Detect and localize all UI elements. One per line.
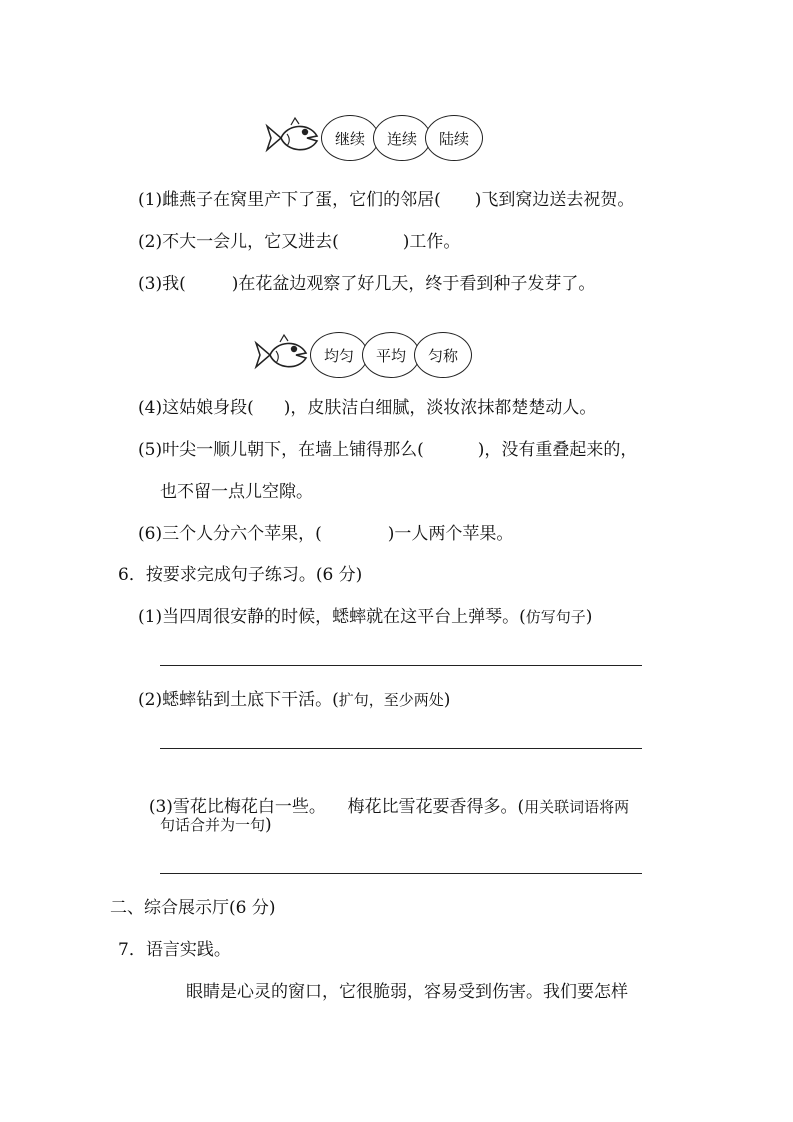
word-option: 匀称 xyxy=(414,332,472,378)
word-option: 平均 xyxy=(362,332,420,378)
question-line: (2)不大一会儿，它又进去( )工作。 xyxy=(138,232,461,252)
section-title: 二、综合展示厅(6 分) xyxy=(110,898,276,918)
word-bank-1 xyxy=(263,115,483,161)
word-option: 继续 xyxy=(321,115,379,161)
answer-line[interactable] xyxy=(160,873,642,874)
fish-icon xyxy=(263,116,321,160)
answer-line[interactable] xyxy=(160,748,642,749)
word-bank-2 xyxy=(252,332,472,378)
question-line: (4)这姑娘身段( )，皮肤洁白细腻，淡妆浓抹都楚楚动人。 xyxy=(138,398,597,418)
question-line-continuation: 也不留一点儿空隙。 xyxy=(160,482,313,502)
fish-icon xyxy=(252,333,310,377)
question-line: (1)雌燕子在窝里产下了蛋，它们的邻居( )飞到窝边送去祝贺。 xyxy=(138,190,635,210)
question-title: 7．语言实践。 xyxy=(118,940,231,960)
question-title: 6．按要求完成句子练习。(6 分) xyxy=(118,565,363,585)
word-option: 连续 xyxy=(373,115,431,161)
answer-line[interactable] xyxy=(160,665,642,666)
paragraph-text: 眼睛是心灵的窗口，它很脆弱，容易受到伤害。我们要怎样 xyxy=(186,982,628,1002)
word-option: 陆续 xyxy=(425,115,483,161)
question-line: (3)我( )在花盆边观察了好几天，终于看到种子发芽了。 xyxy=(138,274,596,294)
question-line-continuation: 句话合并为一句) xyxy=(160,815,272,835)
question-line: (2)蟋蟀钻到土底下干活。(扩句，至少两处) xyxy=(138,690,451,710)
question-line: (1)当四周很安静的时候，蟋蟀就在这平台上弹琴。(仿写句子) xyxy=(138,607,593,627)
question-line: (5)叶尖一顺儿朝下，在墙上铺得那么( )，没有重叠起来的， xyxy=(138,440,638,460)
word-option: 均匀 xyxy=(310,332,368,378)
question-line: (3)雪花比梅花白一些。 梅花比雪花要香得多。(用关联词语将两 xyxy=(148,797,630,817)
question-line: (6)三个人分六个苹果，( )一人两个苹果。 xyxy=(138,524,514,544)
